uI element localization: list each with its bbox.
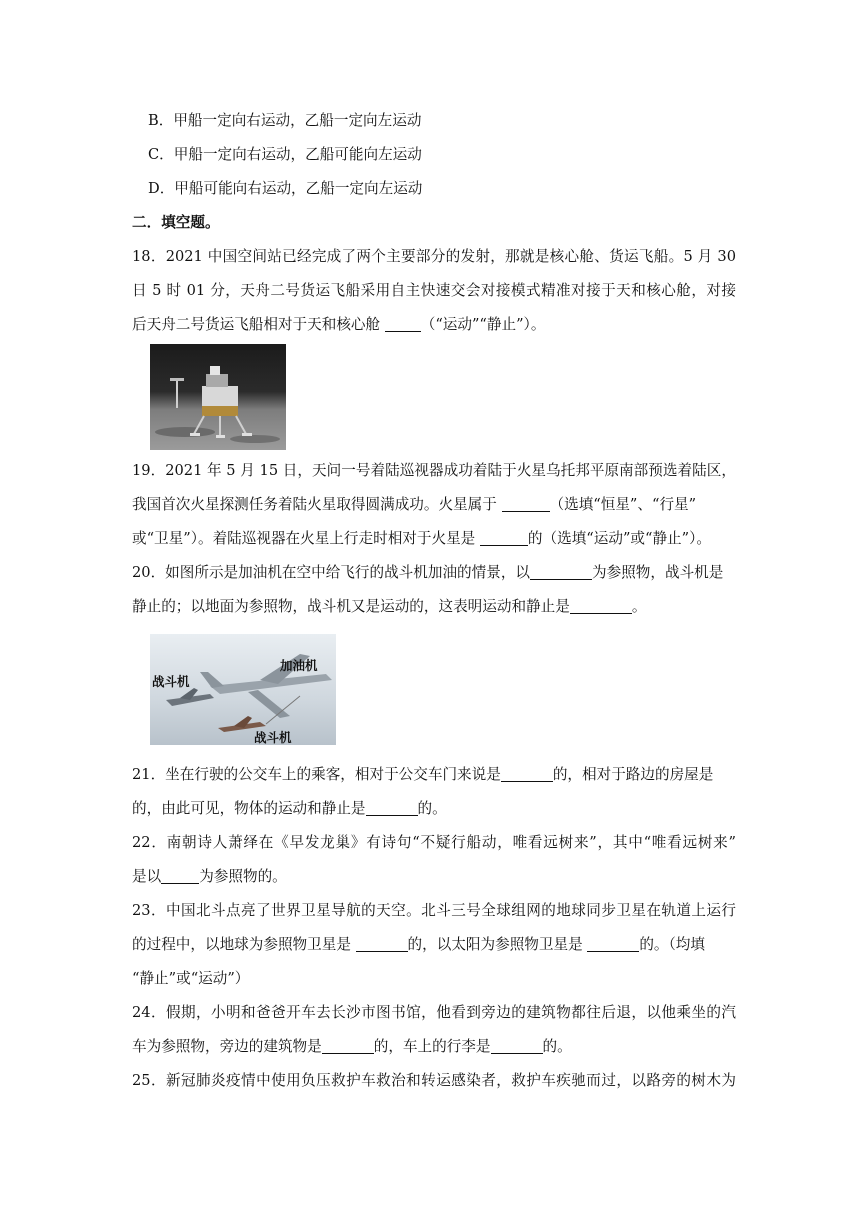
q20-line2 bbox=[132, 597, 736, 617]
q22-answer-blank[interactable] bbox=[161, 869, 199, 884]
option-d: D．甲船可能向右运动，乙船一定向左运动 bbox=[148, 180, 423, 197]
q18-line3 bbox=[132, 315, 736, 335]
q22-text-b: 为参照物的。 bbox=[199, 868, 287, 885]
q24-text-a: 车为参照物，旁边的建筑物是 bbox=[132, 1038, 322, 1055]
q20-text-d: 。 bbox=[631, 598, 647, 615]
fighter-label-bottom: 战斗机 bbox=[254, 730, 292, 745]
q19-answer-blank-1[interactable] bbox=[502, 497, 550, 512]
q21-text-d: 的。 bbox=[417, 800, 447, 817]
q20-answer-blank-1[interactable] bbox=[530, 565, 592, 580]
q21-text-b: 的，相对于路边的房屋是 bbox=[552, 766, 714, 783]
q18-text-a: 后天舟二号货运飞船相对于天和核心舱 bbox=[132, 316, 385, 333]
q21-answer-blank-2[interactable] bbox=[366, 801, 418, 816]
q23-answer-blank-2[interactable] bbox=[587, 937, 639, 952]
q20-line1 bbox=[132, 563, 736, 583]
section-heading: 二．填空题。 bbox=[132, 214, 220, 231]
q20-text-b: 为参照物，战斗机是 bbox=[592, 564, 724, 581]
fighter-label-top: 战斗机 bbox=[152, 674, 190, 689]
lander-illustration bbox=[150, 344, 286, 450]
q23-text-a: 的过程中，以地球为参照物卫星是 bbox=[132, 936, 356, 953]
q24-text-b: 的，车上的行李是 bbox=[373, 1038, 491, 1055]
q19-text-d: 的（选填“运动”或“静止”）。 bbox=[527, 530, 711, 547]
q20-text-c: 静止的；以地面为参照物，战斗机又是运动的，这表明运动和静止是 bbox=[132, 598, 570, 615]
q18-line1: 18．2021 中国空间站已经完成了两个主要部分的发射，那就是核心舱、货运飞船。5 月 30 bbox=[132, 248, 736, 265]
q22-line1: 22．南朝诗人萧绎在《早发龙巢》有诗句“不疑行船动，唯看远树来”，其中“唯看远树来” bbox=[132, 834, 736, 851]
q22-line2 bbox=[132, 867, 736, 887]
q18-text-b: （“运动”“静止”）。 bbox=[420, 316, 546, 333]
mars-lander-image bbox=[150, 344, 286, 450]
q19-text-c: 或“卫星”）。着陆巡视器在火星上行走时相对于火星是 bbox=[132, 530, 480, 547]
q24-answer-blank-1[interactable] bbox=[322, 1039, 374, 1054]
q23-line3: “静止”或“运动”） bbox=[132, 970, 250, 987]
q24-line2 bbox=[132, 1037, 736, 1057]
q19-text-a: 我国首次火星探测任务着陆火星取得圆满成功。火星属于 bbox=[132, 496, 502, 513]
q25-line1: 25．新冠肺炎疫情中使用负压救护车救治和转运感染者，救护车疾驰而过，以路旁的树木为 bbox=[132, 1072, 736, 1089]
option-b: B．甲船一定向右运动，乙船一定向左运动 bbox=[148, 112, 422, 129]
q18-line2: 日 5 时 01 分，天舟二号货运飞船采用自主快速交会对接模式精准对接于天和核心舱，对接 bbox=[132, 282, 736, 299]
q23-line2 bbox=[132, 935, 736, 955]
q21-text-c: 的，由此可见，物体的运动和静止是 bbox=[132, 800, 366, 817]
tanker-label: 加油机 bbox=[280, 658, 318, 673]
q24-line1: 24．假期，小明和爸爸开车去长沙市图书馆，他看到旁边的建筑物都往后退，以他乘坐的汽 bbox=[132, 1004, 736, 1021]
q19-answer-blank-2[interactable] bbox=[480, 531, 528, 546]
q24-text-c: 的。 bbox=[542, 1038, 572, 1055]
q22-text-a: 是以 bbox=[132, 868, 162, 885]
q19-line1: 19．2021 年 5 月 15 日，天问一号着陆巡视器成功着陆于火星乌托邦平原南部预选着陆区， bbox=[132, 462, 736, 479]
q21-answer-blank-1[interactable] bbox=[501, 767, 553, 782]
q21-line1 bbox=[132, 765, 736, 785]
option-c: C．甲船一定向右运动，乙船可能向左运动 bbox=[148, 146, 422, 163]
q21-text-a: 21．坐在行驶的公交车上的乘客，相对于公交车门来说是 bbox=[132, 766, 501, 783]
q18-answer-blank[interactable] bbox=[385, 317, 421, 332]
q20-answer-blank-2[interactable] bbox=[570, 599, 632, 614]
q23-answer-blank-1[interactable] bbox=[356, 937, 408, 952]
q19-text-b: （选填“恒星”、“行星” bbox=[549, 496, 697, 513]
q19-line2 bbox=[132, 495, 736, 515]
q24-answer-blank-2[interactable] bbox=[491, 1039, 543, 1054]
q23-line1: 23．中国北斗点亮了世界卫星导航的天空。北斗三号全球组网的地球同步卫星在轨道上运行 bbox=[132, 902, 736, 919]
q20-text-a: 20．如图所示是加油机在空中给飞行的战斗机加油的情景，以 bbox=[132, 564, 531, 581]
q21-line2 bbox=[132, 799, 736, 819]
q23-text-b: 的，以太阳为参照物卫星是 bbox=[407, 936, 588, 953]
q23-text-c: 的。（均填 bbox=[639, 936, 705, 953]
q19-line3 bbox=[132, 529, 736, 549]
aerial-refueling-image bbox=[150, 634, 336, 745]
